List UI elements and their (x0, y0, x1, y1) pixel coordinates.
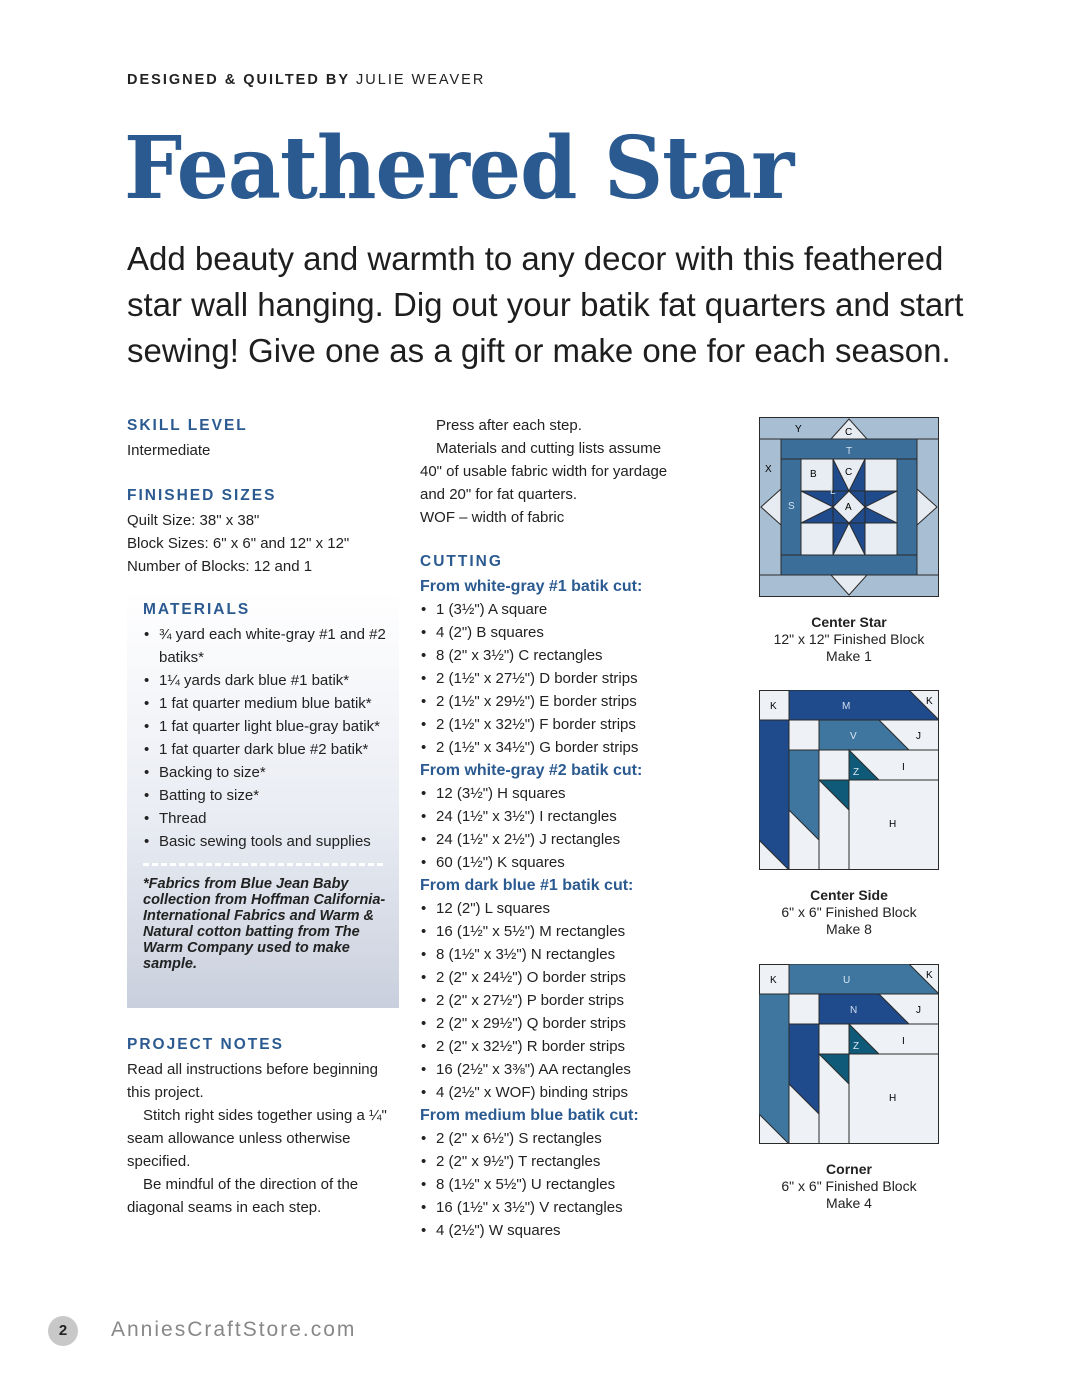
material-item: • Backing to size* (143, 761, 399, 784)
cutting-heading: CUTTING (420, 553, 503, 570)
corner-diagram (759, 964, 939, 1144)
label-c: C (845, 427, 853, 438)
cutting-item: • 12 (3½") H squares (420, 782, 675, 805)
label-y: Y (795, 424, 802, 435)
material-item: • Basic sewing tools and supplies (143, 830, 399, 853)
material-item: • Batting to size* (143, 784, 399, 807)
label-l: L (830, 486, 836, 497)
sizes-heading: FINISHED SIZES (127, 487, 277, 504)
project-notes-heading: PROJECT NOTES (127, 1036, 284, 1053)
cutting-list (420, 575, 675, 1242)
size-line: Quilt Size: 38" x 38" (127, 512, 260, 529)
label-z: Z (853, 767, 860, 778)
cutting-item: • 12 (2") L squares (420, 897, 675, 920)
cutting-item: • 4 (2½") W squares (420, 1219, 675, 1242)
cutting-item: • 16 (1½" x 5½") M rectangles (420, 920, 675, 943)
label-t: T (846, 446, 853, 457)
cutting-item: • 8 (2" x 3½") C rectangles (420, 644, 675, 667)
label-k: K (770, 975, 777, 986)
cutting-group-list (420, 782, 675, 874)
skill-heading: SKILL LEVEL (127, 417, 248, 434)
label-s: S (788, 501, 795, 512)
cutting-item: • 2 (1½" x 27½") D border strips (420, 667, 675, 690)
cutting-item: • 60 (1½") K squares (420, 851, 675, 874)
cutting-item: • 16 (1½" x 3½") V rectangles (420, 1196, 675, 1219)
size-line: Number of Blocks: 12 and 1 (127, 558, 313, 575)
cutting-group-title: From white-gray #1 batik cut: (420, 578, 643, 595)
size-line: Block Sizes: 6" x 6" and 12" x 12" (127, 535, 350, 552)
label-h: H (889, 819, 897, 830)
block-name: Corner (826, 1161, 872, 1177)
cutting-item: • 4 (2") B squares (420, 621, 675, 644)
block-name: Center Star (811, 614, 887, 630)
cutting-group-title: From dark blue #1 batik cut: (420, 877, 634, 894)
left-column (127, 414, 397, 578)
cutting-group-title: From medium blue batik cut: (420, 1107, 639, 1124)
cutting-item: • 24 (1½" x 3½") I rectangles (420, 805, 675, 828)
label-n: N (850, 1005, 858, 1016)
middle-column (420, 414, 675, 1242)
label-c: C (845, 467, 853, 478)
cutting-item: • 2 (1½" x 34½") G border strips (420, 736, 675, 759)
label-h: H (889, 1093, 897, 1104)
material-item: • Thread (143, 807, 399, 830)
label-m: M (842, 701, 851, 712)
site-link[interactable]: AnniesCraftStore.com (111, 1318, 357, 1341)
divider (143, 863, 383, 866)
byline-label: DESIGNED & QUILTED BY (127, 72, 350, 88)
page-number: 2 (48, 1316, 78, 1346)
cutting-item: • 2 (1½" x 29½") E border strips (420, 690, 675, 713)
label-i: I (902, 762, 905, 773)
cutting-item: • 2 (2" x 6½") S rectangles (420, 1127, 675, 1150)
label-x: X (765, 464, 772, 475)
block-name: Center Side (810, 887, 888, 903)
center-side-caption (749, 887, 949, 938)
label-v: V (850, 731, 857, 742)
cutting-group-list (420, 1127, 675, 1242)
cutting-item: • 2 (2" x 27½") P border strips (420, 989, 675, 1012)
label-k: K (770, 701, 777, 712)
byline (127, 72, 485, 88)
note-paragraph: Be mindful of the direction of the diagonal seams in each step. (127, 1176, 359, 1216)
designer-name: JULIE WEAVER (356, 72, 486, 88)
corner-caption (749, 1161, 949, 1212)
materials-list (143, 623, 399, 853)
skill-value: Intermediate (127, 442, 211, 459)
block-size: 12" x 12" Finished Block (773, 631, 925, 647)
block-quantity: Make 8 (826, 921, 872, 937)
project-notes (127, 1033, 389, 1219)
cutting-item: • 24 (1½" x 2½") J rectangles (420, 828, 675, 851)
block-size: 6" x 6" Finished Block (781, 904, 917, 920)
material-item: • 1 fat quarter light blue-gray batik* (143, 715, 399, 738)
label-z: Z (853, 1041, 860, 1052)
label-a: A (845, 502, 852, 513)
cutting-item: • 4 (2½" x WOF) binding strips (420, 1081, 675, 1104)
intro-text: Add beauty and warmth to any decor with this feathered star wall hanging. Dig out your batik fat quarters and start sewing! Give one as a gift or make one for each season. (127, 240, 964, 369)
material-item: • 1 fat quarter dark blue #2 batik* (143, 738, 399, 761)
cutting-item: • 8 (1½" x 3½") N rectangles (420, 943, 675, 966)
label-u: U (843, 975, 851, 986)
material-item: • 1 fat quarter medium blue batik* (143, 692, 399, 715)
block-quantity: Make 1 (826, 648, 872, 664)
cutting-item: • 8 (1½" x 5½") U rectangles (420, 1173, 675, 1196)
center-star-diagram (759, 417, 939, 597)
cutting-item: • 2 (2" x 9½") T rectangles (420, 1150, 675, 1173)
cutting-item: • 16 (2½" x 3⅜") AA rectangles (420, 1058, 675, 1081)
note-paragraph: Stitch right sides together using a ¼" seam allowance unless otherwise specified. (127, 1107, 387, 1170)
cutting-item: • 2 (2" x 24½") O border strips (420, 966, 675, 989)
prep-paragraph: Press after each step. (436, 417, 582, 434)
material-item: • 1¼ yards dark blue #1 batik* (143, 669, 399, 692)
label-j: J (916, 731, 921, 742)
material-item: • ¾ yard each white-gray #1 and #2 batiks* (143, 623, 399, 669)
label-k: K (926, 970, 933, 981)
prep-paragraph: Materials and cutting lists assume 40" of usable fabric width for yardage and 20" for fat quarters. (420, 440, 668, 503)
center-side-diagram (759, 690, 939, 870)
cutting-item: • 2 (1½" x 32½") F border strips (420, 713, 675, 736)
page-title: Feathered Star (124, 118, 794, 219)
materials-box (127, 590, 399, 1008)
cutting-group-title: From white-gray #2 batik cut: (420, 762, 643, 779)
cutting-item: • 2 (2" x 29½") Q border strips (420, 1012, 675, 1035)
center-star-caption (749, 614, 949, 665)
cutting-item: • 1 (3½") A square (420, 598, 675, 621)
label-i: I (902, 1036, 905, 1047)
label-k: K (926, 696, 933, 707)
materials-note: *Fabrics from Blue Jean Baby collection from Hoffman California-International Fabrics and Warm & Natural cotton batting from The Warm Company used to make sample. (143, 876, 386, 972)
cutting-item: • 2 (2" x 32½") R border strips (420, 1035, 675, 1058)
label-j: J (916, 1005, 921, 1016)
block-quantity: Make 4 (826, 1195, 872, 1211)
note-paragraph: Read all instructions before beginning this project. (127, 1061, 378, 1101)
cutting-group-list (420, 598, 675, 759)
cutting-group-list (420, 897, 675, 1104)
materials-heading: MATERIALS (143, 601, 251, 618)
prep-paragraph: WOF – width of fabric (420, 509, 565, 526)
block-size: 6" x 6" Finished Block (781, 1178, 917, 1194)
label-b: B (810, 469, 817, 480)
